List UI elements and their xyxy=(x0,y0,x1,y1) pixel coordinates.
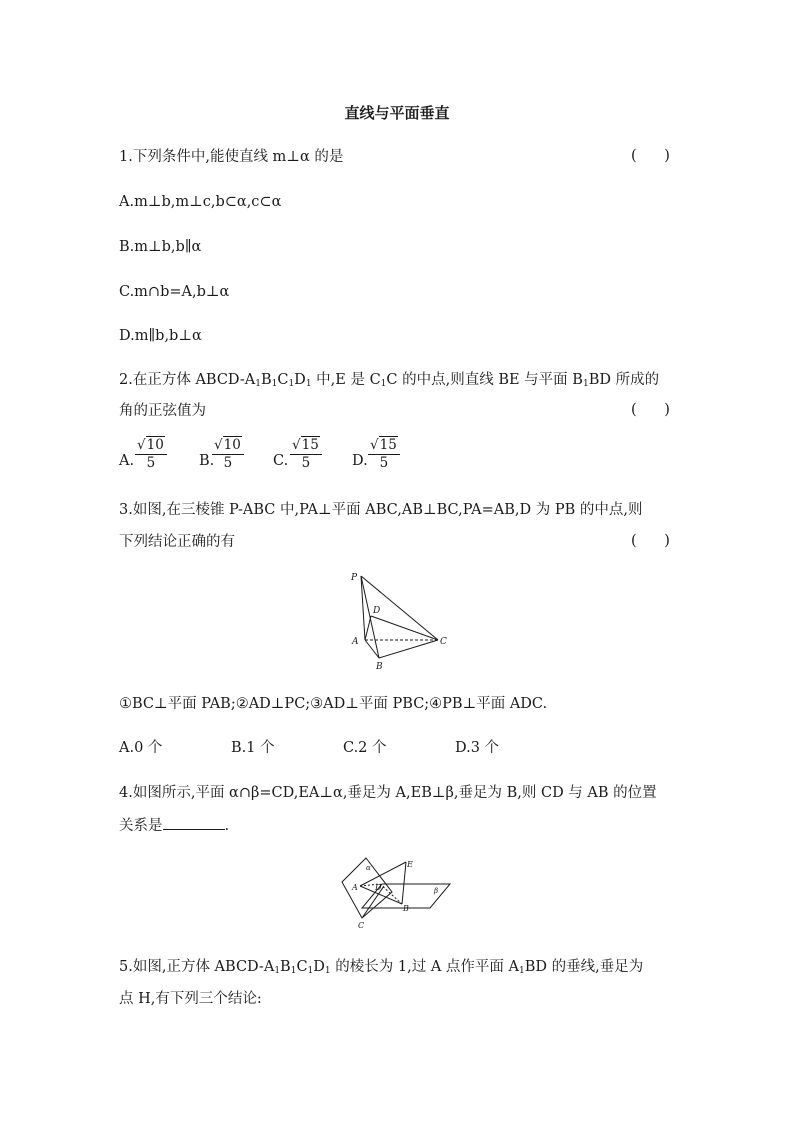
edge-bc xyxy=(379,640,438,658)
segment-eb xyxy=(402,862,406,904)
q3-option-c: C.2 个 xyxy=(343,740,387,756)
q1-option-b: B.m⊥b,b∥α xyxy=(119,239,202,255)
q2-stem-line1: 2.在正方体 ABCD-$A_1B_1C_1D_1$ 中,E 是 $C_1C$ 的中点,则直线 BE 与平面 $B_1BD$ 所成的 xyxy=(119,372,660,389)
q2-option-d-fraction: $\frac{√15}{5}$ xyxy=(368,437,400,472)
q4-answer-blank[interactable] xyxy=(163,816,225,830)
segment-dc xyxy=(371,616,438,640)
q1-answer-paren: ( ) xyxy=(631,148,670,164)
label-d: D xyxy=(375,883,382,892)
label-c: C xyxy=(440,637,447,647)
q2-option-d-label: D. xyxy=(352,453,368,469)
label-e: E xyxy=(407,860,413,869)
q5-stem-line1: 5.如图,正方体 ABCD-$A_1B_1C_1D_1$ 的棱长为 1,过 A 点作平面 $A_1BD$ 的垂线,垂足为 xyxy=(119,959,644,976)
q3-statements: ①BC⊥平面 PAB;②AD⊥PC;③AD⊥平面 PBC;④PB⊥平面 ADC. xyxy=(119,696,548,712)
q3-stem-line1: 3.如图,在三棱锥 P-ABC 中,PA⊥平面 ABC,AB⊥BC,PA=AB,D 为 PB 的中点,则 xyxy=(119,502,643,518)
q3-pyramid-figure xyxy=(345,570,455,670)
q2-option-a-fraction: $\frac{√10}{5}$ xyxy=(135,437,167,472)
label-b: B xyxy=(376,662,383,670)
q3-option-d: D.3 个 xyxy=(455,740,500,756)
label-alpha: α xyxy=(366,864,371,872)
q2-option-b-label: B. xyxy=(199,453,215,469)
q5-stem-line2: 点 H,有下列三个结论: xyxy=(119,991,262,1007)
label-p: P xyxy=(351,573,358,583)
q1-option-d: D.m∥b,b⊥α xyxy=(119,328,202,344)
q2-option-c-fraction: $\frac{√15}{5}$ xyxy=(290,437,322,472)
q2-stem-line2: 角的正弦值为 xyxy=(119,403,206,419)
label-a: A xyxy=(352,883,358,892)
q3-option-b: B.1 个 xyxy=(231,740,275,756)
q3-option-a: A.0 个 xyxy=(119,740,163,756)
q1-option-a: A.m⊥b,m⊥c,b⊂α,c⊂α xyxy=(119,194,282,210)
label-b: B xyxy=(403,904,409,913)
label-d: D xyxy=(373,606,381,616)
segment-ad xyxy=(365,616,371,640)
q2-answer-paren: ( ) xyxy=(631,402,670,418)
label-beta: β xyxy=(434,887,439,895)
q4-planes-figure xyxy=(338,850,456,930)
q1-stem: 1.下列条件中,能使直线 m⊥α 的是 xyxy=(119,149,344,165)
q1-option-c: C.m∩b=A,b⊥α xyxy=(119,284,230,300)
q4-stem-line2: 关系是 . xyxy=(119,818,230,834)
q2-option-c-label: C. xyxy=(273,453,289,469)
label-a: A xyxy=(352,637,359,647)
label-c: C xyxy=(358,921,365,930)
q3-answer-paren: ( ) xyxy=(631,533,670,549)
q2-option-a-label: A. xyxy=(119,453,135,469)
q4-stem-line1: 4.如图所示,平面 α∩β=CD,EA⊥α,垂足为 A,EB⊥β,垂足为 B,则 CD 与 AB 的位置 xyxy=(119,785,657,801)
q2-option-b-fraction: $\frac{√10}{5}$ xyxy=(212,437,244,472)
page-title: 直线与平面垂直 xyxy=(344,104,450,122)
segment-db-dashed xyxy=(380,884,402,904)
q3-stem-line2: 下列结论正确的有 xyxy=(119,534,235,550)
